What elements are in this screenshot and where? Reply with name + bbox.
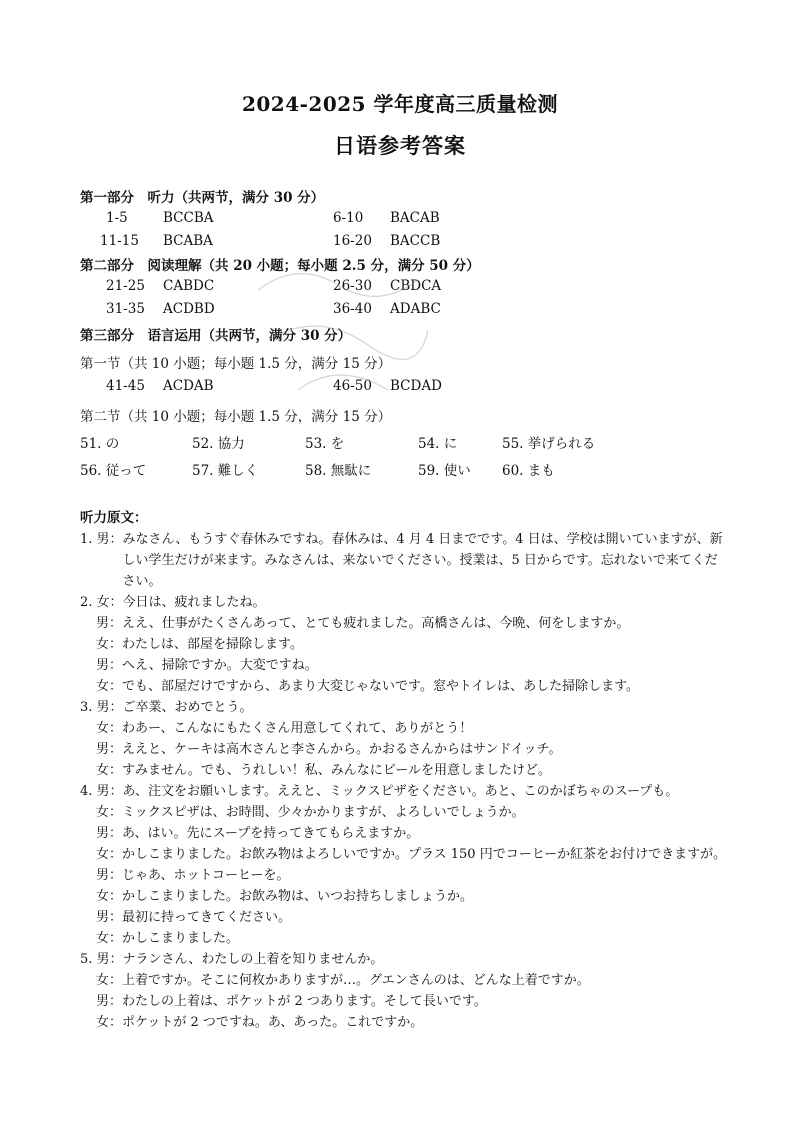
fill-answer: 54. に	[418, 436, 458, 452]
fill-answer: 51. の	[80, 436, 120, 452]
line-text: でも、部屋だけですから、あまり大変じゃないです。窓やトイレは、あした掃除します。	[122, 679, 640, 694]
transcript-line	[80, 865, 730, 886]
speaker-label: 2. 女：	[80, 595, 123, 610]
speaker-label: 女：	[96, 805, 123, 820]
transcript-line	[80, 760, 730, 781]
speaker-label: 女：	[96, 637, 123, 652]
range-label: 11-15	[100, 233, 139, 249]
speaker-label: 男：	[96, 868, 123, 883]
range-label: 1-5	[106, 210, 128, 226]
transcript-line	[80, 823, 730, 844]
line-text: わあー、こんなにもたくさん用意してくれて、ありがとう！	[122, 721, 473, 736]
line-text: あ、注文をお願いします。ええと、ミックスピザをください。あと、このかぼちゃのスープも。	[122, 784, 679, 799]
fill-answer: 56. 従って	[80, 463, 147, 479]
answer-row	[0, 378, 800, 400]
line-text: ご卒業、おめでとう。	[122, 700, 253, 715]
transcript-line	[80, 613, 730, 634]
line-text: ええと、ケーキは高木さんと李さんから。かおるさんからはサンドイッチ。	[122, 742, 562, 757]
answer-value: BCDAD	[390, 378, 442, 394]
speaker-label: 女：	[96, 973, 123, 988]
part3-heading: 第三部分 语言运用（共两节，满分 30 分）	[80, 328, 352, 344]
speaker-label: 女：	[96, 847, 123, 862]
range-label: 6-10	[333, 210, 364, 226]
transcript-line	[80, 991, 730, 1012]
part1-heading: 第一部分 听力（共两节，满分 30 分）	[80, 190, 325, 206]
range-label: 41-45	[106, 378, 145, 394]
transcript-line	[80, 802, 730, 823]
speaker-label: 女：	[96, 1015, 123, 1030]
fill-answer: 58. 無駄に	[305, 463, 372, 479]
answer-row	[0, 301, 800, 323]
speaker-label: 男：	[96, 616, 123, 631]
page-subtitle: 日语参考答案	[334, 133, 466, 158]
transcript-body	[80, 529, 730, 1033]
fill-answer: 59. 使い	[418, 463, 471, 479]
speaker-label: 女：	[96, 889, 123, 904]
speaker-label: 4. 男：	[80, 784, 123, 799]
transcript-line	[80, 655, 730, 676]
answer-value: ADABC	[390, 301, 441, 317]
transcript-line	[80, 529, 730, 592]
line-text: へえ、掃除ですか。大変ですね。	[122, 658, 318, 673]
transcript-line	[80, 886, 730, 907]
line-text: あ、はい。先にスープを持ってきてもらえますか。	[122, 826, 420, 841]
line-text: かしこまりました。お飲み物はよろしいですか。プラス 150 円でコーヒーか紅茶をお付けできますが。	[122, 847, 727, 862]
speaker-label: 男：	[96, 910, 123, 925]
line-text: じゃあ、ホットコーヒーを。	[122, 868, 290, 883]
transcript-line	[80, 592, 730, 613]
speaker-label: 男：	[96, 994, 123, 1009]
line-text: ナランさん、わたしの上着を知りませんか。	[122, 952, 384, 967]
page-title: 2024-2025 学年度高三质量检测	[241, 92, 559, 116]
line-text: わたしは、部屋を掃除します。	[122, 637, 303, 652]
answer-value: ACDBD	[163, 301, 215, 317]
transcript-line	[80, 697, 730, 718]
line-text: ミックスピザは、お時間、少々かかりますが、よろしいでしょうか。	[122, 805, 525, 820]
speaker-label: 女：	[96, 721, 123, 736]
line-text: 最初に持ってきてください。	[122, 910, 292, 925]
range-label: 21-25	[106, 278, 145, 294]
speaker-label: 5. 男：	[80, 952, 123, 967]
line-text: わたしの上着は、ポケットが 2 つあります。そして長いです。	[122, 994, 487, 1009]
transcript-line	[80, 634, 730, 655]
line-text: すみません。でも、うれしい！私、みんなにビールを用意しましたけど。	[122, 763, 552, 778]
speaker-label: 男：	[96, 658, 123, 673]
fill-answer: 53. を	[305, 436, 345, 452]
speaker-label: 女：	[96, 679, 123, 694]
transcript-line	[80, 949, 730, 970]
fill-answer: 60. まも	[502, 463, 555, 479]
range-label: 26-30	[333, 278, 372, 294]
answer-value: ACDAB	[163, 378, 214, 394]
fill-answer: 57. 難しく	[192, 463, 259, 479]
range-label: 46-50	[333, 378, 372, 394]
transcript-heading: 听力原文：	[80, 510, 148, 526]
range-label: 36-40	[333, 301, 372, 317]
fill-answer: 55. 挙げられる	[502, 436, 596, 452]
transcript-line	[80, 844, 730, 865]
answer-row	[0, 233, 800, 255]
transcript-line	[80, 676, 730, 697]
line-text: 今日は、疲れましたね。	[122, 595, 266, 610]
line-text: かしこまりました。お飲み物は、いつお持ちしましょうか。	[122, 889, 474, 904]
fill-answer-row	[0, 459, 800, 481]
answer-row	[0, 210, 800, 232]
line-text: ええ、仕事がたくさんあって、とても疲れました。高橋さんは、今晩、何をしますか。	[122, 616, 630, 631]
answer-value: BACCB	[390, 233, 441, 249]
speaker-label: 男：	[96, 826, 123, 841]
fill-answer-row	[0, 432, 800, 454]
answer-value: BCCBA	[163, 210, 214, 226]
speaker-label: 女：	[96, 763, 123, 778]
transcript-line	[80, 970, 730, 991]
transcript-line	[80, 907, 730, 928]
answer-value: BCABA	[163, 233, 213, 249]
transcript-line	[80, 928, 730, 949]
line-text: ポケットが 2 つですね。あ、あった。これですか。	[122, 1015, 424, 1030]
speaker-label: 3. 男：	[80, 700, 123, 715]
answer-value: BACAB	[390, 210, 440, 226]
answer-value: CBDCA	[390, 278, 442, 294]
speaker-label: 1. 男：	[80, 532, 123, 547]
part2-heading: 第二部分 阅读理解（共 20 小题；每小题 2.5 分，满分 50 分）	[80, 258, 480, 274]
range-label: 16-20	[333, 233, 372, 249]
line-text: かしこまりました。	[122, 931, 240, 946]
answer-row	[0, 278, 800, 300]
range-label: 31-35	[106, 301, 145, 317]
fill-answer: 52. 協力	[192, 436, 245, 452]
speaker-label: 女：	[96, 931, 123, 946]
transcript-line	[80, 1012, 730, 1033]
transcript-line	[80, 718, 730, 739]
part3-section1-heading: 第一节（共 10 小题；每小题 1.5 分，满分 15 分）	[80, 356, 392, 372]
speaker-label: 男：	[96, 742, 123, 757]
line-text: 上着ですか。そこに何枚かありますが…。グエンさんのは、どんな上着ですか。	[122, 973, 590, 988]
answer-value: CABDC	[163, 278, 215, 294]
part3-section2-heading: 第二节（共 10 小题；每小题 1.5 分，满分 15 分）	[80, 409, 392, 425]
line-text: みなさん、もうすぐ春休みですね。春休みは、4 月 4 日までです。4 日は、学校は開いていますが、新しい学生だけが来ます。みなさんは、来ないでください。授業は、5 日からです。忘れないで来てください。	[122, 532, 723, 589]
transcript-line	[80, 781, 730, 802]
transcript-line	[80, 739, 730, 760]
